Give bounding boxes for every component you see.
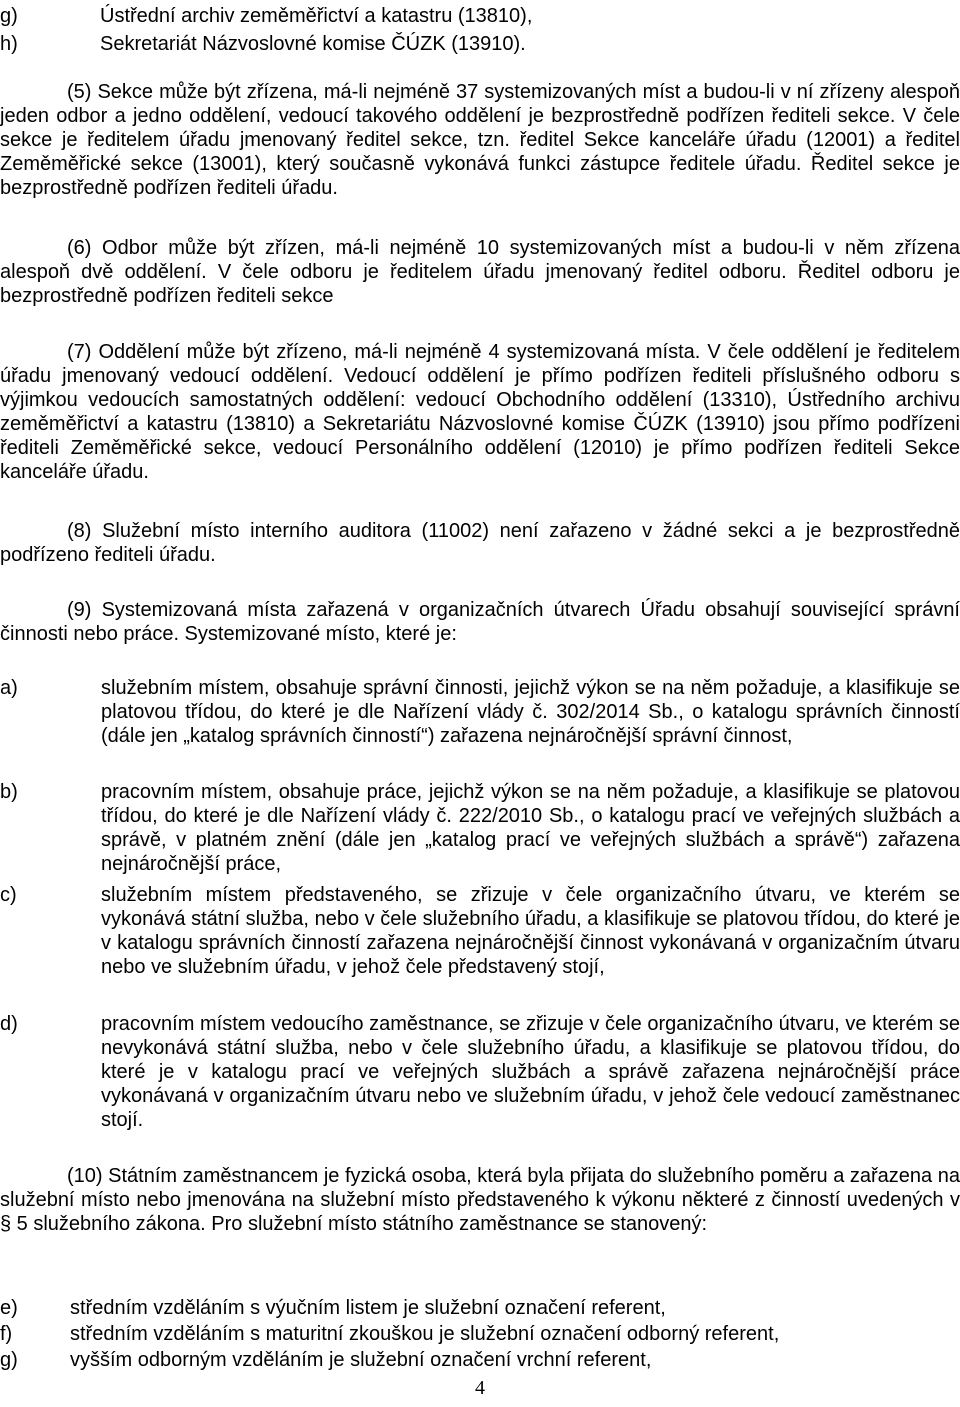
- list-label: h): [0, 33, 18, 55]
- list-label: d): [0, 1013, 18, 1035]
- page-number: 4: [475, 1377, 485, 1399]
- list-item: [0, 780, 960, 876]
- list-label: g): [0, 5, 18, 27]
- list-item: [0, 676, 960, 748]
- list-text: Ústřední archiv zeměměřictví a katastru (13810),: [100, 5, 533, 27]
- list-label: e): [0, 1297, 18, 1319]
- list-text: služebním místem, obsahuje správní činnosti, jejichž výkon se na něm požaduje, a klasifikuje se platovou třídou, do které je dle Nařízení vlády č. 302/2014 Sb., o katalogu správních činností (dále jen „katalog správních činností“) zařazena nejnáročnější správní činnost,: [101, 677, 960, 747]
- list-text: Sekretariát Názvoslovné komise ČÚZK (13910).: [100, 33, 526, 55]
- list-item: [0, 1322, 960, 1346]
- paragraph-8: (8) Služební místo interního auditora (11002) není zařazeno v žádné sekci a je bezprostředně podřízeno řediteli úřadu.: [0, 520, 960, 566]
- paragraph-5: (5) Sekce může být zřízena, má-li nejméně 37 systemizovaných míst a budou-li v ní zřízeny alespoň jeden odbor a jedno oddělení, vedoucí takového oddělení je bezprostředně podřízen řediteli sekce. V čele sekce je ředitelem úřadu jmenovaný ředitel sekce, tzn. ředitel Sekce kanceláře úřadu (12001) a ředitel Zeměměřické sekce (13001), který současně vykonává funkci zástupce ředitele úřadu. Ředitel sekce je bezprostředně podřízen řediteli úřadu.: [0, 81, 960, 199]
- paragraph-7: (7) Oddělení může být zřízeno, má-li nejméně 4 systemizovaná místa. V čele oddělení je ředitelem úřadu jmenovaný vedoucí oddělení. Vedoucí oddělení je přímo podřízen řediteli příslušného odboru s výjimkou vedoucích samostatných oddělení: vedoucí Obchodního oddělení (13310), Ústředního archivu zeměměřictví a katastru (13810) a Sekretariátu Názvoslovné komise ČÚZK (13910) jsou přímo podřízeni řediteli Zeměměřické sekce, vedoucí Personálního oddělení (12010) je přímo podřízen řediteli Sekce kanceláře úřadu.: [0, 341, 960, 483]
- list-item: [0, 1012, 960, 1132]
- list-item: [0, 4, 960, 28]
- list-text: služebním místem představeného, se zřizuje v čele organizačního útvaru, ve kterém se vykonává státní služba, nebo v čele služebního úřadu, a klasifikuje se platovou třídou, do které je v katalogu správních činností zařazena nejnáročnější činnost vykonávaná v organizačním útvaru nebo ve služebním úřadu, v jehož čele představený stojí,: [101, 884, 960, 978]
- list-item: [0, 1348, 960, 1372]
- list-label: g): [0, 1349, 18, 1371]
- list-label: b): [0, 781, 18, 803]
- paragraph-10: (10) Státním zaměstnancem je fyzická osoba, která byla přijata do služebního poměru a zařazena na služební místo nebo jmenována na služební místo představeného k výkonu některé z činností uvedených v § 5 služebního zákona. Pro služební místo státního zaměstnance se stanovený:: [0, 1165, 960, 1235]
- list-item: [0, 1296, 960, 1320]
- list-text: pracovním místem vedoucího zaměstnance, se zřizuje v čele organizačního útvaru, ve kterém se nevykonává státní služba, nebo v čele služebního úřadu, a klasifikuje se platovou třídou, do které je v katalogu prací ve veřejných službách a správě zařazena nejnáročnější práce vykonávaná v organizačním útvaru nebo ve služebním úřadu, v jehož čele vedoucí zaměstnanec stojí.: [101, 1013, 960, 1131]
- list-item: [0, 883, 960, 979]
- list-label: f): [0, 1323, 13, 1345]
- list-label: a): [0, 677, 18, 699]
- list-text: středním vzděláním s maturitní zkouškou je služební označení odborný referent,: [70, 1323, 780, 1345]
- list-label: c): [0, 884, 17, 906]
- list-text: pracovním místem, obsahuje práce, jejichž výkon se na něm požaduje, a klasifikuje se platovou třídou, do které je dle Nařízení vlády č. 222/2010 Sb., o katalogu prací ve veřejných službách a správě, v platném znění (dále jen „katalog prací ve veřejných službách a správě“) zařazena nejnáročnější práce,: [101, 781, 960, 875]
- list-text: středním vzděláním s výučním listem je služební označení referent,: [70, 1297, 666, 1319]
- list-text: vyšším odborným vzděláním je služební označení vrchní referent,: [70, 1349, 652, 1371]
- paragraph-6: (6) Odbor může být zřízen, má-li nejméně 10 systemizovaných míst a budou-li v něm zřízena alespoň dvě oddělení. V čele odboru je ředitelem úřadu jmenovaný ředitel odboru. Ředitel odboru je bezprostředně podřízen řediteli sekce: [0, 237, 960, 307]
- list-item: [0, 32, 960, 56]
- paragraph-9: (9) Systemizovaná místa zařazená v organizačních útvarech Úřadu obsahují související správní činnosti nebo práce. Systemizované místo, které je:: [0, 599, 960, 645]
